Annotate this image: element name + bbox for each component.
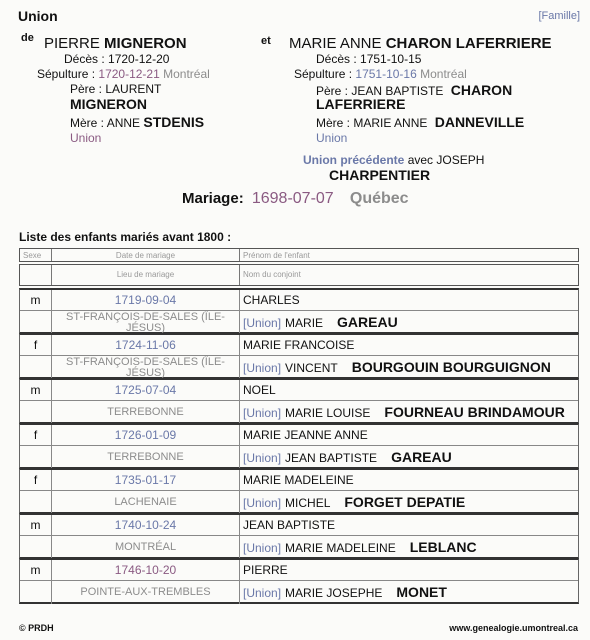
place-cell [52,581,240,604]
union-link[interactable]: [Union] [243,541,282,555]
marriage-place: MONTRÉAL [114,541,177,553]
child-sex: f [33,428,38,442]
table-row [19,423,579,469]
wife-pere-label: Père : [316,84,349,98]
children-title: Liste des enfants mariés avant 1800 : [19,230,232,244]
spouse-line [240,356,578,379]
husband-sepulture [37,67,210,81]
spouse-first-name: JEAN BAPTISTE [285,451,378,465]
sex-cell [20,470,52,491]
table-row [19,468,579,514]
spouse-last-name: MONET [396,584,447,600]
wife-sepulture-date: 1751-10-16 [355,67,417,81]
child-first-name: MARIE JEANNE ANNE [243,428,368,442]
header-empty [20,265,52,285]
spouse-cell [240,446,578,469]
wife-pere-last-2: LAFERRIERE [316,96,406,112]
wife-last-name: CHARON LAFERRIERE [385,35,552,52]
header-conjoint: Nom du conjoint [243,270,301,279]
previous-union-link[interactable]: Union précédente [303,153,405,167]
union-link[interactable]: [Union] [243,451,282,465]
spouse-line [240,536,578,559]
sex-cell [20,560,52,581]
date-cell [52,560,240,581]
spouse-first-name: MARIE [285,316,324,330]
sex-cell-empty [20,401,52,424]
mariage-place: Québec [349,190,409,207]
child-sex: m [30,563,41,577]
husband-first-name: PIERRE [44,35,100,52]
union-link[interactable]: [Union] [243,361,282,375]
husband-pere [70,82,161,96]
marriage-place-line-2: JÉSUS) [125,322,166,334]
header-prenom: Prénom de l'enfant [243,251,310,260]
table-row [19,558,579,604]
spouse-cell [240,356,578,379]
union-link[interactable]: [Union] [243,406,282,420]
sex-cell-empty [20,356,52,379]
place-cell [52,311,240,334]
wife-sepulture-label: Sépulture : [294,67,353,81]
marriage-place-line-1: ST-FRANÇOIS-DE-SALES (ÎLE- [66,311,225,323]
wife-first-name: MARIE ANNE [289,35,382,52]
wife-mere-first: MARIE ANNE [353,116,428,130]
date-cell [52,380,240,401]
table-row [19,333,579,379]
sex-cell [20,290,52,311]
marriage-date: 1724-11-06 [115,338,176,352]
header-date: Date de mariage [52,249,240,261]
husband-name [44,35,187,52]
spouse-cell [240,401,578,424]
union-link[interactable]: [Union] [243,496,282,510]
spouse-last-name: GAREAU [337,314,398,330]
sex-cell [20,380,52,401]
child-cell [240,470,578,491]
marriage-place: TERREBONNE [107,406,184,418]
sex-cell-empty [20,581,52,604]
union-link[interactable]: [Union] [243,586,282,600]
child-cell [240,380,578,401]
sex-cell [20,335,52,356]
child-cell [240,290,578,311]
footer-site[interactable]: www.genealogie.umontreal.ca [449,623,578,633]
marriage-place: LACHENAIE [114,496,177,508]
husband-deces [64,52,169,66]
marriage-place-line-2: JÉSUS) [125,367,166,379]
place-cell [52,491,240,514]
husband-sepulture-date: 1720-12-21 [98,67,160,81]
child-sex: m [30,518,41,532]
wife-mere [316,114,524,130]
header-sexe: Sexe [20,249,52,261]
table-row [19,513,579,559]
child-cell [240,335,578,356]
husband-pere-last: MIGNERON [70,96,147,112]
spouse-cell [240,311,578,334]
child-first-name: NOEL [243,383,276,397]
husband-last-name: MIGNERON [104,35,187,52]
header-lieu: Lieu de mariage [52,265,240,285]
spouse-line [240,311,578,334]
wife-union-link[interactable]: Union [316,131,348,145]
marriage-date: 1719-09-04 [114,293,177,307]
place-cell [52,356,240,379]
sex-cell-empty [20,311,52,334]
spouse-line [240,491,578,514]
marriage-date: 1740-10-24 [114,518,177,532]
wife-mere-last: DANNEVILLE [434,114,525,130]
previous-union-last: CHARPENTIER [329,167,431,183]
previous-union-first: JOSEPH [436,153,485,167]
mariage-date: 1698-07-07 [251,190,334,207]
wife-mere-label: Mère : [316,116,351,130]
child-sex: m [30,293,41,307]
wife-pere-last-1: CHARON [450,82,513,98]
table-header-row-2 [19,264,579,286]
spouse-first-name: MARIE MADELEINE [285,541,396,555]
marriage-date: 1735-01-17 [114,473,177,487]
page-title: Union [18,8,58,24]
child-first-name: MARIE FRANCOISE [243,338,355,352]
wife-pere-first: JEAN BAPTISTE [351,84,444,98]
famille-link[interactable]: [Famille] [538,10,580,22]
marriage-place: TERREBONNE [107,451,184,463]
husband-sepulture-label: Sépulture : [37,67,96,81]
spouse-last-name: LEBLANC [409,539,477,555]
table-row [19,378,579,424]
date-cell [52,470,240,491]
place-cell [52,536,240,559]
marriage-place [52,311,239,334]
marriage-place-line-1: ST-FRANÇOIS-DE-SALES (ÎLE- [66,356,225,368]
spouse-line [240,401,578,424]
child-cell [240,425,578,446]
sex-cell-empty [20,491,52,514]
date-cell [52,425,240,446]
spouse-cell [240,581,578,604]
child-first-name: JEAN BAPTISTE [243,518,336,532]
date-cell [52,335,240,356]
conjunction: et [261,35,271,47]
wife-deces-date: 1751-10-15 [360,52,422,66]
spouse-last-name: FOURNEAU BRINDAMOUR [384,404,565,420]
mariage-line [182,190,409,208]
marriage-date: 1725-07-04 [114,383,177,397]
marriage-date: 1726-01-09 [114,428,177,442]
spouse-last-name: FORGET DEPATIE [344,494,466,510]
husband-deces-label: Décès : [64,52,105,66]
child-cell [240,560,578,581]
husband-pere-label: Père : [70,82,103,96]
previous-union [303,153,484,167]
wife-sepulture [294,67,467,81]
child-cell [240,515,578,536]
husband-union-link[interactable]: Union [70,131,102,145]
previous-union-avec: avec [407,153,434,167]
sex-cell [20,425,52,446]
sex-cell-empty [20,536,52,559]
spouse-first-name: MARIE JOSEPHE [285,586,383,600]
spouse-cell [240,491,578,514]
place-cell [52,401,240,424]
wife-deces-label: Décès : [316,52,357,66]
table-row [19,288,579,334]
husband-sepulture-place: Montréal [163,67,210,81]
spouse-line [240,581,578,604]
husband-mere [70,114,204,130]
mariage-label: Mariage: [182,190,244,207]
marriage-place: POINTE-AUX-TREMBLES [80,586,211,598]
date-cell [52,515,240,536]
child-sex: m [30,383,41,397]
spouse-last-name: BOURGOUIN BOURGUIGNON [351,359,551,375]
child-sex: f [33,473,38,487]
sex-cell-empty [20,446,52,469]
spouse-last-name: GAREAU [391,449,452,465]
husband-mere-last: STDENIS [143,114,205,130]
table-header-row-1 [19,248,579,262]
wife-sepulture-place: Montréal [420,67,467,81]
date-cell [52,290,240,311]
husband-prefix: de [21,32,34,44]
footer-copyright: © PRDH [19,623,54,633]
spouse-line [240,446,578,469]
marriage-date: 1746-10-20 [114,563,177,577]
husband-mere-label: Mère : [70,116,105,130]
wife-deces [316,52,421,66]
husband-mere-first: ANNE [106,116,141,130]
union-link[interactable]: [Union] [243,316,282,330]
wife-name [289,35,552,52]
husband-pere-first: LAURENT [105,82,162,96]
child-sex: f [33,338,38,352]
child-first-name: MARIE MADELEINE [243,473,354,487]
place-cell [52,446,240,469]
husband-deces-date: 1720-12-20 [108,52,170,66]
spouse-cell [240,536,578,559]
spouse-first-name: MARIE LOUISE [285,406,371,420]
spouse-first-name: VINCENT [285,361,338,375]
marriage-place [52,356,239,379]
child-first-name: CHARLES [243,293,300,307]
child-first-name: PIERRE [243,563,288,577]
sex-cell [20,515,52,536]
spouse-first-name: MICHEL [285,496,331,510]
